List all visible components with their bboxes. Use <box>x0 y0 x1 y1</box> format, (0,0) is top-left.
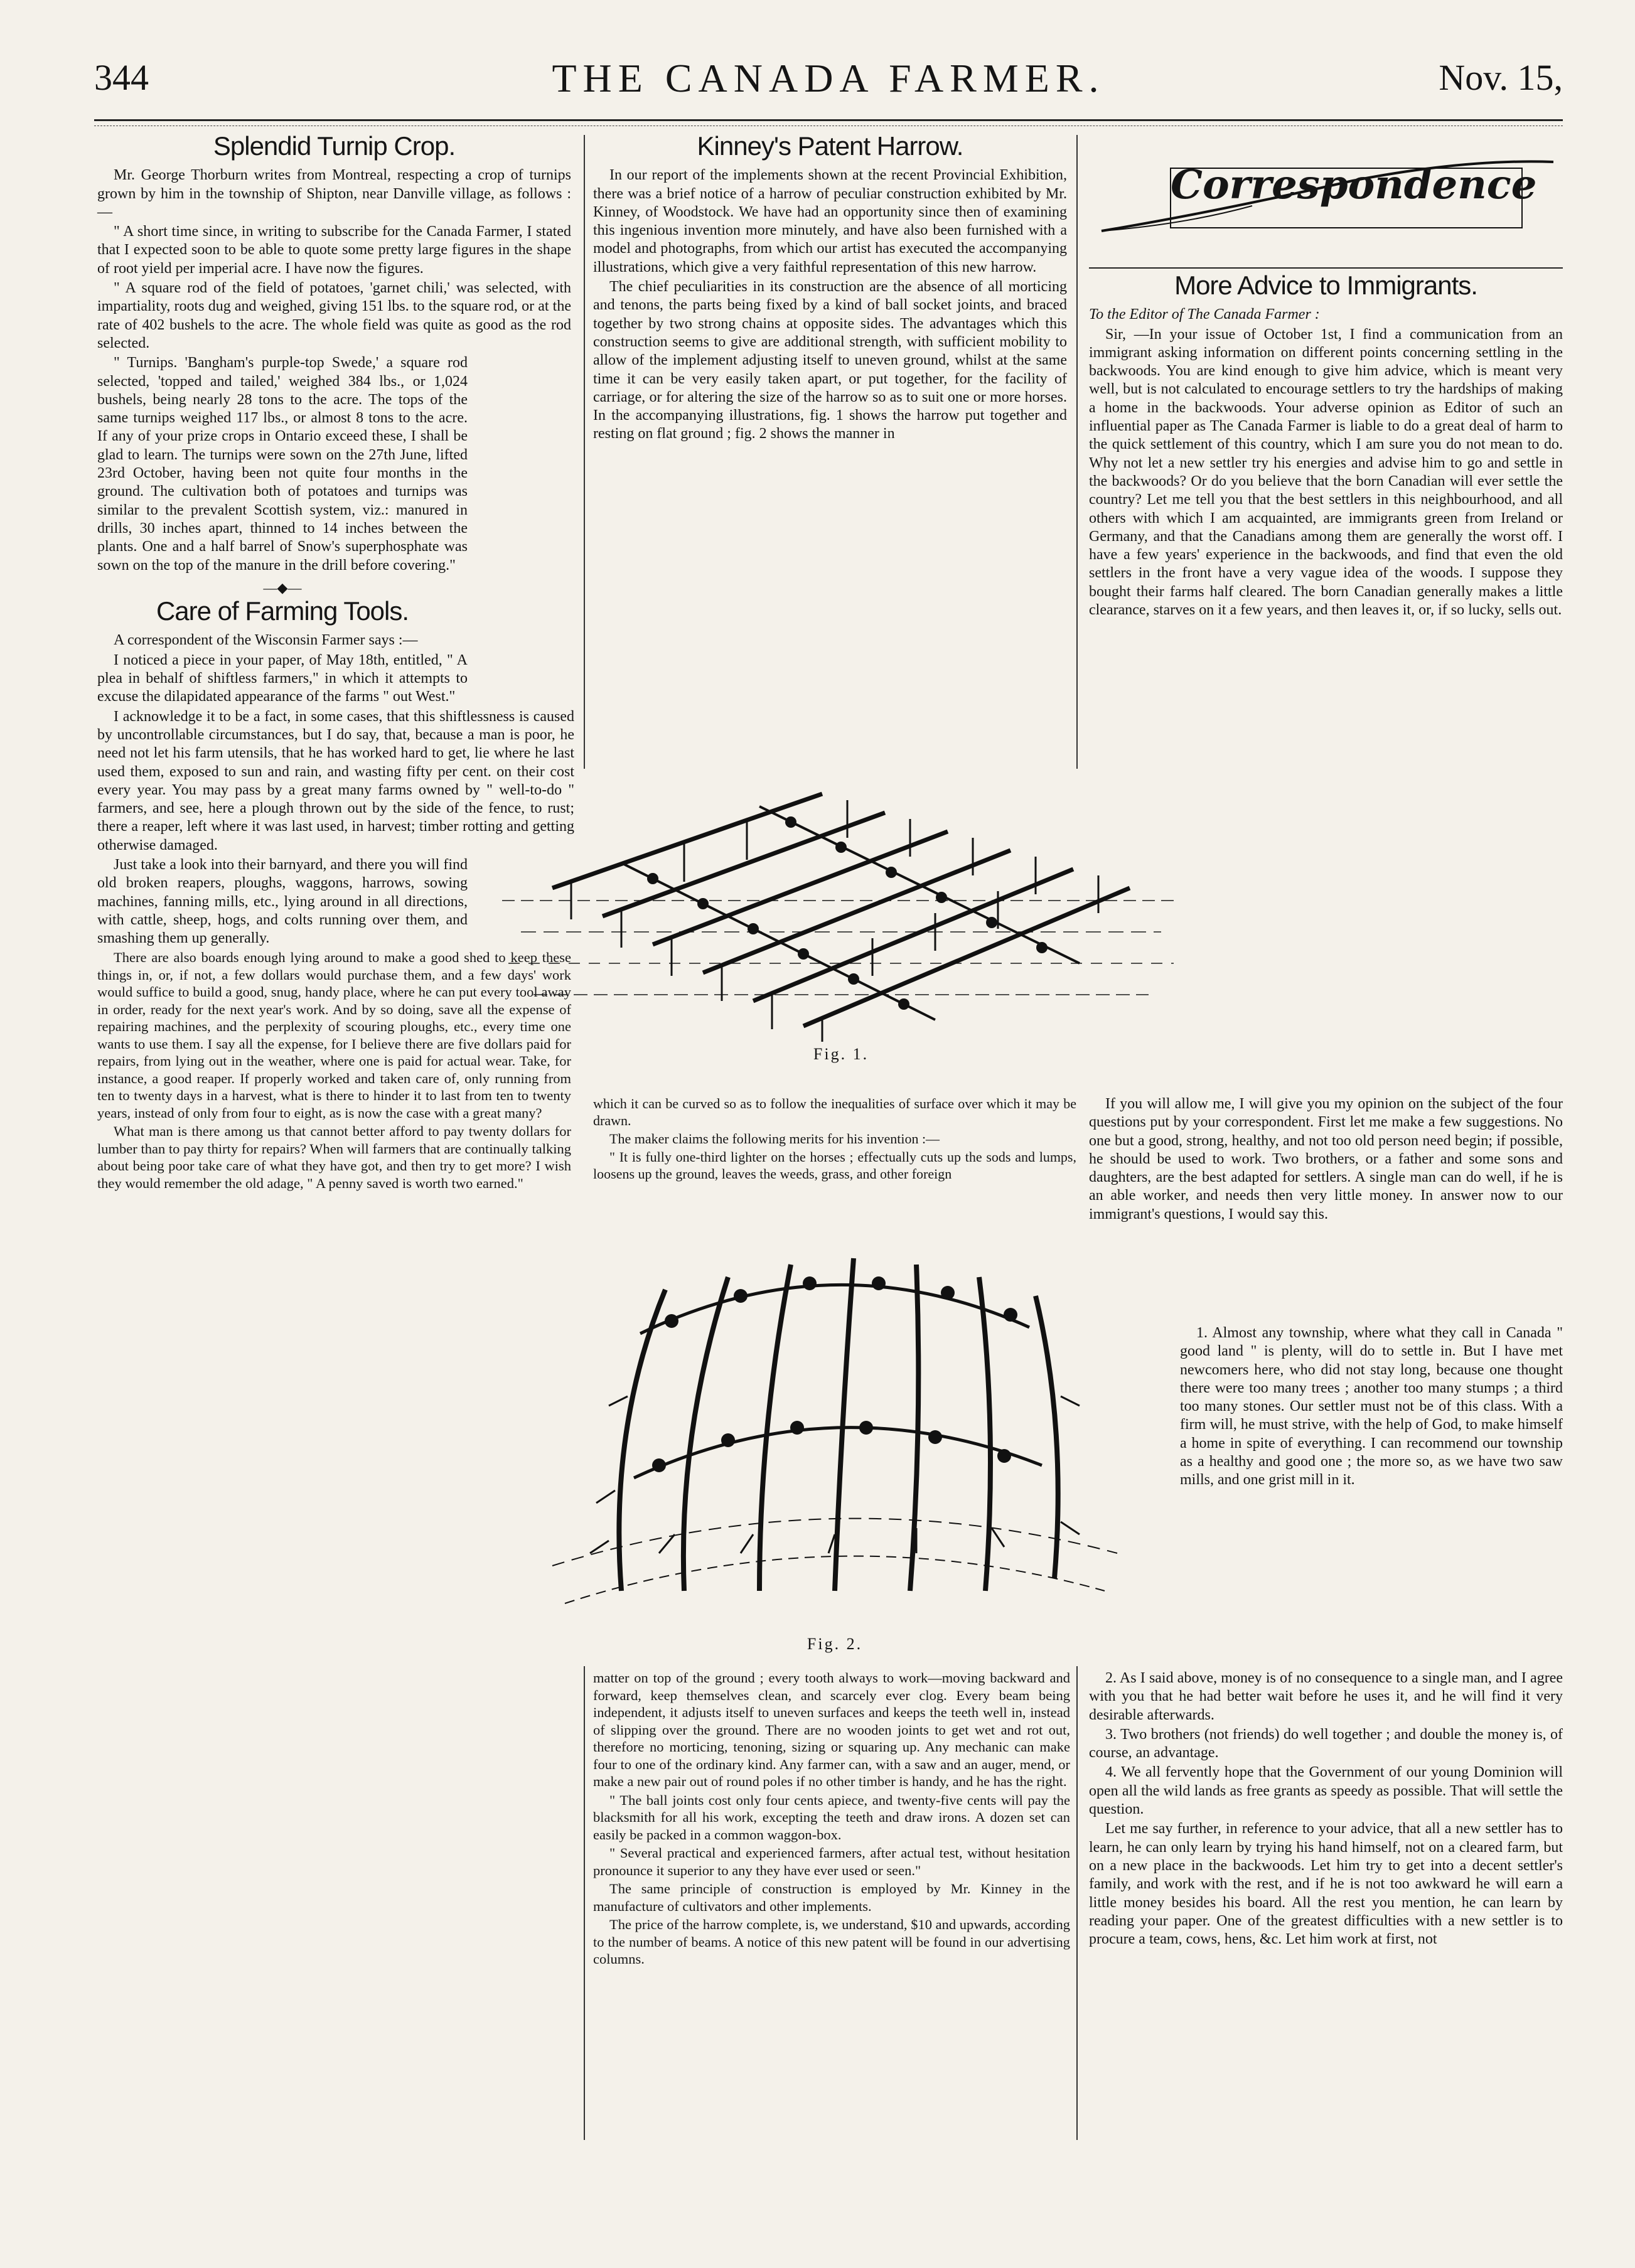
paragraph: What man is there among us that cannot better afford to pay twenty dollars for lumber than to pay thirty for repairs? When will farmers that are continually talking about being poor take care of what they have got, and then try to get more? I wish they would remember the old adage, " A penny saved is worth two earned." <box>97 1123 571 1191</box>
banner-title: Correspondence <box>1171 161 1537 208</box>
column-divider <box>584 1666 585 2140</box>
paragraph: " The ball joints cost only four cents apiece, and twenty-five cents will pay the blacksmith for all his work, excepting the teeth and draw irons. A dozen set can easily be packed in a common waggon-box. <box>593 1792 1070 1843</box>
paragraph: " Turnips. 'Bangham's purple-top Swede,' a square rod selected, 'topped and tailed,' weighed 384 lbs., or 1,024 bushels, being nearly 28 tons to the acre. The tops of the same turnips weighed 117 lbs., or almost 8 tons to the acre. If any of your prize crops in Ontario exceed these, I shall be glad to learn. The turnips were sown on the 27th June, lifted 23rd October, having been not quite four months in the ground. The cultivation both of potatoes and turnips was similar to the prevalent Scottish system, viz.: manured in drills, 30 inches apart, thinned to 14 inches between the plants. One and a half barrel of Snow's superphosphate was sown on the top of the manure in the drill before covering." <box>97 355 468 574</box>
article-title-immigrants: More Advice to Immigrants. <box>1174 270 1477 300</box>
column-divider <box>1076 1666 1078 2140</box>
paragraph: which it can be curved so as to follow the inequalities of surface over which it may be drawn. <box>593 1096 1076 1128</box>
paragraph: I noticed a piece in your paper, of May 18th, entitled, " A plea in behalf of shiftless farmers," in which it attempts to excuse the dilapidated appearance of the farms " out West." <box>97 651 468 705</box>
paragraph: The maker claims the following merits for his invention :— <box>609 1131 940 1147</box>
article-title-tools: Care of Farming Tools. <box>156 596 409 626</box>
column-right-cont <box>1089 1095 1563 1225</box>
paragraph: In our report of the implements shown at the recent Provincial Exhibition, there was a brief notice of a harrow of peculiar construction exhibited by Mr. Kinney, of Woodstock. We have had an opportunity since then of examining this ingenious invention more minutely, and have also been furnished with a model and photographs, from which our artist has executed the accompanying illustrations, which give a very faithful representation of this new harrow. <box>593 167 1067 275</box>
paragraph: The price of the harrow complete, is, we understand, $10 and upwards, according to the number of beams. A notice of this new patent will be found in our advertising columns. <box>593 1917 1070 1967</box>
newspaper-title: THE CANADA FARMER. <box>552 56 1105 100</box>
paragraph: 2. As I said above, money is of no consequence to a single man, and I agree with you that he had better wait before he uses it, and he will find it very desirable afterwards. <box>1089 1670 1563 1723</box>
paragraph: Mr. George Thorburn writes from Montreal, respecting a crop of turnips grown by him in the township of Shipton, near Danville village, as follows :— <box>97 167 571 220</box>
figure-1-caption: Fig. 1. <box>813 1045 869 1063</box>
figure-2 <box>540 1239 1130 1666</box>
section-ornament: —◆— <box>263 579 302 596</box>
column-middle-cont <box>593 1095 1076 1184</box>
paragraph: I acknowledge it to be a fact, in some cases, that this shiftlessness is caused by uncontrollable circumstances, but I do say, that, because a man is poor, he need not let his farm utensils, that he has worked hard to get, lie where he last used them, exposed to sun and rain, and wasting fifty per cent. on their cost every year. You may pass by a great many farms owned by " well-to-do " farmers, and see, here a plough thrown out by the side of the fence, to rust; there a reaper, left where it was last used, in harvest; timber rotting and getting otherwise damaged. <box>97 708 574 853</box>
paragraph: 1. Almost any township, where what they call in Canada " good land " is plenty, will do to settle in. But I have met newcomers here, who did not stay long, because one thought there were too many trees ; another too many stumps ; a third too many stones. Our settler must not be of this class. With a firm will, he must strive, with the help of God, to make himself a home in spite of everything. I can recommend our township as a healthy and good one ; the more so, as we have two saw mills, and one grist mill in it. <box>1180 1325 1563 1489</box>
column-right-bottom <box>1089 1669 1563 1950</box>
article-title-turnip: Splendid Turnip Crop. <box>213 131 456 161</box>
figure-1 <box>496 756 1186 1070</box>
paragraph: 4. We all fervently hope that the Government of our young Dominion will open all the wild lands as free grants as speedy as possible. That will settle the question. <box>1089 1764 1563 1818</box>
paragraph: Let me say further, in reference to your advice, that all a new settler has to learn, he can only learn by trying his hand himself, not on a cleared farm, but on a new place in the backwoods. Let him try to get into a decent settler's family, and work with the rest, and if he is not too awkward he will earn a little money besides his board. All the rest you mention, he can learn by reading your paper. One of the greatest difficulties with a new settler is to procure a team, cows, hens, &c. Let him work at first, not <box>1089 1821 1563 1948</box>
paragraph: " It is fully one-third lighter on the horses ; effectually cuts up the sods and lumps, loosens up the ground, leaves the weeds, grass, and other foreign <box>593 1149 1076 1182</box>
paragraph: Sir, —In your issue of October 1st, I find a communication from an immigrant asking information on different points concerning settling in the backwoods. You are kind enough to give him advice, which is meant very well, but is not calculated to encourage settlers to try the hardships of making a home in the backwoods. Your adverse opinion as Editor of such an influential paper as The Canada Farmer is liable to do a great deal of harm to the quick settlement of this country, which I am sure you do not mean to do. Why not let a new settler try his energies and advise him to go and settle in the backwoods? Or do you believe that the born Canadian will ever settle the country? Let me tell you that the best settlers in this neighbourhood, and all others with which I am acquainted, are immigrants green from Ireland or Germany, and that the Canadians among them are generally the worst off. I have a few years' experience in the backwoods, and find that even the old settlers in the front have a very vague idea of the woods. I suppose they bought their farms half cleared. The born Canadian generally makes a little clearance, starves on it a few years, and then leaves it, or, if so lucky, sells out. <box>1089 326 1563 619</box>
banner-rule <box>1089 267 1563 269</box>
paragraph: " A short time since, in writing to subscribe for the Canada Farmer, I stated that I expected soon to be able to quote some pretty large figures in the shape of root yield per imperial acre. I have now the figures. <box>97 223 571 277</box>
paragraph: Just take a look into their barnyard, and there you will find old broken reapers, ploughs, waggons, harrows, sowing machines, fanning mills, etc., lying around in all directions, with cattle, sheep, hogs, and colts running over them, and smashing them up generally. <box>97 856 468 947</box>
paragraph: " Several practical and experienced farmers, after actual test, without hesitation pronounce it superior to any they have ever used or seen." <box>593 1845 1070 1878</box>
article-title-harrow: Kinney's Patent Harrow. <box>697 131 963 161</box>
column-divider <box>584 135 585 769</box>
harrow-curved-illustration <box>540 1239 1130 1629</box>
paragraph: The same principle of construction is employed by Mr. Kinney in the manufacture of cultivators and other implements. <box>593 1881 1070 1914</box>
paragraph: The chief peculiarities in its construction are the absence of all morticing and tenons, the parts being fixed by a kind of ball socket joints, and braced together by two strong chains at opposite sides. The advantages which this construction seems to give are additional strength, with sufficient mobility to allow of the implement adjusting itself to uneven ground, whilst at the same time it can be very easily taken apart, or put together, for the facility of carriage, or for altering the size of the harrow so as to suit one or more horses. In the accompanying illustrations, fig. 1 shows the harrow put together and resting on flat ground ; fig. 2 shows the manner in <box>593 279 1067 442</box>
header-rule <box>94 119 1563 121</box>
column-middle-bottom <box>593 1669 1070 1969</box>
paragraph: " A square rod of the field of potatoes, 'garnet chili,' was selected, with impartiality, roots dug and weighed, giving 151 lbs. to the square rod, or at the rate of 402 bushels to the acre. The whole field was quite as good as the rod selected. <box>97 280 571 351</box>
figure-2-caption: Fig. 2. <box>807 1635 863 1653</box>
column-middle <box>593 131 1067 445</box>
column-right-indent <box>1180 1324 1563 1491</box>
harrow-flat-illustration <box>496 756 1186 1045</box>
paragraph: 3. Two brothers (not friends) do well together ; and double the money is, of course, an advantage. <box>1089 1726 1563 1762</box>
paragraph: There are also boards enough lying around to make a good shed to keep these things in, or, if not, a few dollars would purchase them, and a few days' work would suffice to build a good, snug, handy place, where he can put every tool away in order, ready for the next year's work. And by so doing, save all the expense of repairing machines, and the perplexity of scouring ploughs, etc., every time one wants to use them. I say all the expense, for I believe there are five dollars paid for repairs, from lying out in the weather, where one is paid for actual wear. Take, for instance, a good reaper. If properly worked and taken care of, only running from ten to twenty days in a harvest, what is there to hinder it to last from ten to twenty years, instead of only from four to eight, as is now the case with a great many? <box>97 949 571 1121</box>
page-number: 344 <box>94 57 149 98</box>
column-right <box>1089 137 1563 621</box>
issue-date: Nov. 15, <box>1439 57 1563 98</box>
address-line: To the Editor of The Canada Farmer : <box>1089 306 1320 323</box>
correspondence-banner <box>1089 137 1563 262</box>
paragraph: A correspondent of the Wisconsin Farmer says :— <box>114 632 418 649</box>
column-divider <box>1076 135 1078 769</box>
paragraph: matter on top of the ground ; every tooth always to work—moving backward and forward, keep themselves clean, and scarcely ever clog. Every beam being independent, it adjusts itself to uneven surfaces and keeps the teeth well in, instead of slipping over the ground. There are no wooden joints to get wet and rot out, therefore no morticing, tenoning, sizing or squaring up. Any mechanic can make four to one of the ordinary kind. Any farmer can, with a saw and an auger, mend, or make a new pair out of round poles if no other timber is handy, and he has the right. <box>593 1670 1070 1789</box>
paragraph: If you will allow me, I will give you my opinion on the subject of the four questions put by your correspondent. First let me make a few suggestions. No one but a good, strong, healthy, and not too old person need begin; if possible, he should be used to work. Two brothers, or a father and some sons and daughters, are the best adapted for settlers. A single man can do well, if he is an able worker, and needs then very little money. In answer now to our immigrant's questions, I would say this. <box>1089 1096 1563 1222</box>
page-header <box>94 44 1563 113</box>
